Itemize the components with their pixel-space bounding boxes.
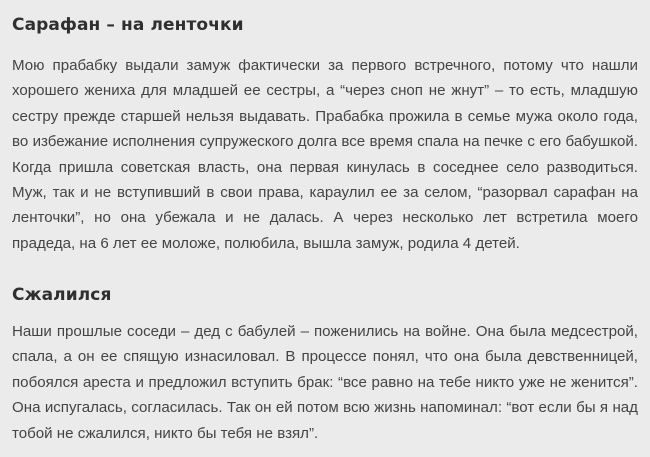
section-paragraph-szhalilsya: Наши прошлые соседи – дед с бабулей – поженились на войне. Она была медсестрой, спала, а он ее спящую изнасиловал. В процессе понял, что она была девственницей, побоялся ареста и предложил вступить брак: “все равно на тебе никто уже не женится”. Она испугалась, согласилась. Так он ей потом всю жизнь напоминал: “вот если бы я над тобой не сжалился, никто бы тебя не взял”. — [12, 323, 638, 442]
section-heading-szhalilsya: Сжалился — [12, 285, 112, 305]
section-heading-sarafan: Сарафан – на ленточки — [12, 15, 244, 35]
section-paragraph-sarafan: Мою прабабку выдали замуж фактически за первого встречного, потому что нашли хорошего жениха для младшей ее сестры, а “через сноп не жнут” – то есть, младшую сестру прежде старшей нельзя выдавать. Прабабка прожила в семье мужа около года, во избежание исполнения супружеского долга все время спала на печке с его бабушкой. Когда пришла советская власть, она первая кинулась в соседнее село разводиться. Муж, так и не вступивший в свои права, караулил ее за селом, “разорвал сарафан на ленточки”, но она убежала и не далась. А через несколько лет встретила моего прадеда, на 6 лет ее моложе, полюбила, вышла замуж, родила 4 детей. — [12, 57, 638, 252]
